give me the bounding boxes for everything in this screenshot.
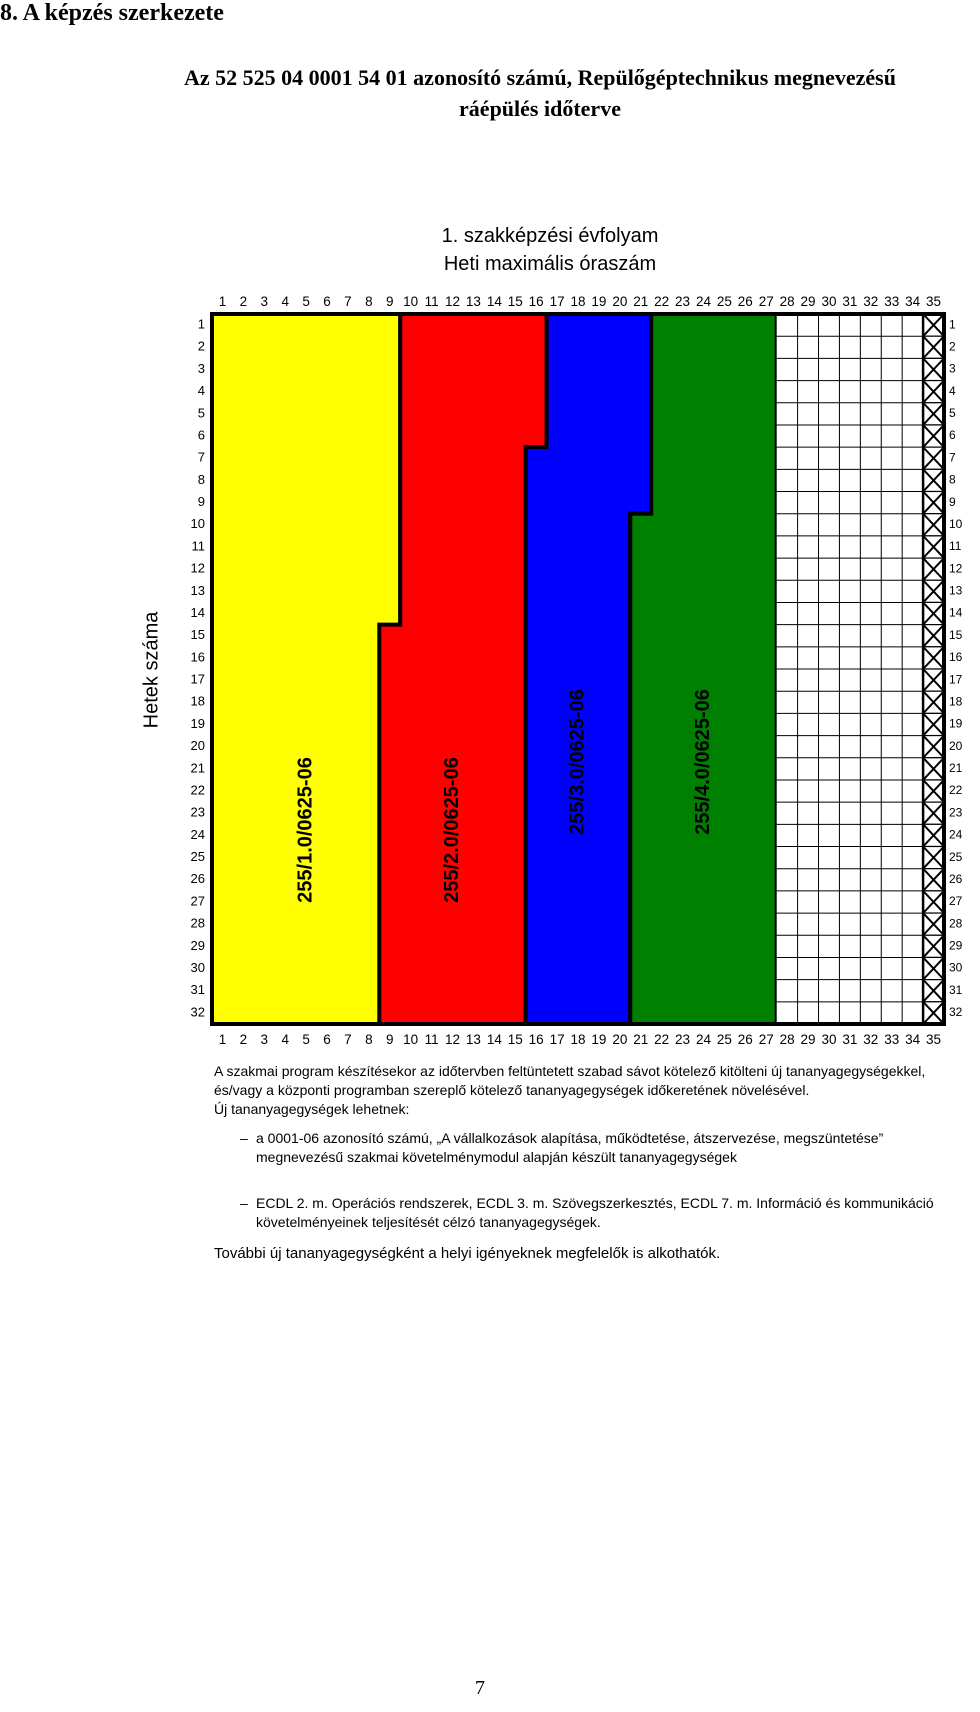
week-tick-label: 3 [197,360,205,376]
week-tick-label: 8 [197,471,205,487]
hour-tick-label: 32 [863,294,879,309]
document-title-line-1: Az 52 525 04 0001 54 01 azonosító számú, Repülőgéptechnikus megnevezésű [184,65,896,90]
chart-caption-line-2: Heti maximális óraszám [443,253,657,275]
week-tick-label: 25 [949,849,963,864]
block-label: 255/1.0/0625-06 [294,757,317,903]
hour-tick-label: 19 [591,1032,607,1047]
hour-tick-label: 33 [884,294,900,309]
week-tick-label: 30 [190,959,205,975]
dash-bullet: – [240,1130,248,1146]
week-tick-label: 28 [949,916,963,931]
hour-tick-label: 26 [737,1032,753,1047]
hour-tick-label: 28 [779,294,795,309]
week-tick-label: 27 [190,893,205,909]
week-tick-label: 9 [949,494,956,509]
week-tick-label: 3 [949,361,956,376]
hour-tick-label: 13 [465,1032,481,1047]
chart-caption-line-1: 1. szakképzési évfolyam [441,225,659,247]
week-tick-label: 15 [190,627,205,643]
week-tick-label: 23 [190,804,205,820]
hour-tick-label: 29 [800,1032,816,1047]
hour-tick-label: 29 [800,294,816,309]
hour-tick-label: 7 [344,294,352,309]
notes-section [214,1062,934,1263]
week-tick-label: 24 [190,826,205,842]
hour-tick-label: 14 [486,1032,502,1047]
week-tick-label: 7 [949,450,956,465]
hour-tick-label: 6 [323,1032,331,1047]
hour-tick-label: 22 [654,1032,670,1047]
hour-tick-label: 25 [716,294,732,309]
hour-tick-label: 27 [758,294,774,309]
week-tick-label: 31 [190,982,205,998]
week-tick-label: 5 [197,405,205,421]
week-tick-label: 4 [949,383,956,398]
hour-tick-label: 33 [884,1032,900,1047]
block-region [212,314,400,1024]
week-tick-label: 1 [197,316,205,332]
page-number: 7 [475,1677,485,1699]
hour-tick-label: 17 [549,294,565,309]
hour-tick-label: 21 [633,294,649,309]
hour-tick-label: 8 [365,294,373,309]
hour-tick-label: 20 [612,1032,628,1047]
week-tick-label: 24 [949,827,963,842]
notes-list-title: Új tananyagegységek lehetnek: [214,1101,410,1117]
hour-tick-label: 16 [528,294,544,309]
block-label: 255/3.0/0625-06 [566,689,589,835]
week-tick-label: 11 [949,539,962,554]
hour-tick-label: 10 [403,294,419,309]
hour-tick-label: 24 [695,294,712,309]
hour-tick-label: 26 [737,294,753,309]
hour-tick-label: 9 [386,1032,394,1047]
hour-tick-label: 34 [905,1032,921,1047]
hour-tick-label: 3 [260,294,269,309]
week-tick-label: 1 [949,317,956,332]
hour-tick-label: 15 [507,1032,523,1047]
hour-tick-label: 17 [549,1032,565,1047]
week-tick-label: 10 [190,516,205,532]
hour-tick-label: 32 [863,1032,879,1047]
week-tick-label: 2 [949,339,956,354]
week-tick-label: 32 [190,1004,205,1020]
week-tick-label: 30 [949,960,963,975]
week-tick-label: 12 [190,560,205,576]
week-tick-label: 7 [197,449,205,465]
hour-tick-label: 35 [926,1032,942,1047]
week-tick-label: 27 [949,894,963,909]
hour-tick-label: 34 [905,294,921,309]
week-tick-label: 16 [949,650,963,665]
week-tick-label: 29 [949,938,963,953]
week-tick-label: 17 [190,671,205,687]
week-tick-label: 10 [949,516,963,531]
week-tick-label: 14 [190,604,205,620]
week-tick-label: 2 [197,338,205,354]
hour-tick-label: 23 [675,294,691,309]
hour-tick-label: 4 [281,294,289,309]
hour-tick-label: 10 [403,1032,419,1047]
notes-list [214,1129,934,1232]
hour-tick-label: 8 [365,1032,373,1047]
notes-intro: A szakmai program készítésekor az időtervben feltüntetett szabad sávot kötelező kitölteni új tananyagegységekkel, és/vagy a központi programban szereplő kötelező tananyagegységek időkeretének növelésével. [214,1063,926,1098]
hour-tick-label: 7 [344,1032,352,1047]
week-tick-label: 25 [190,849,205,865]
hour-tick-label: 2 [239,294,248,309]
list-item [214,1194,934,1232]
week-tick-label: 19 [949,716,963,731]
week-tick-label: 31 [949,982,963,997]
week-tick-label: 28 [190,915,205,931]
week-tick-label: 26 [949,871,963,886]
hour-tick-label: 18 [570,1032,586,1047]
hour-tick-label: 30 [821,1032,837,1047]
week-tick-label: 20 [949,738,963,753]
hour-tick-label: 20 [612,294,628,309]
y-axis-label: Hetek száma [140,611,163,729]
hour-tick-label: 11 [424,1032,439,1047]
hour-tick-label: 2 [239,1032,248,1047]
week-tick-label: 6 [197,427,205,443]
hour-tick-label: 35 [926,294,942,309]
week-tick-label: 9 [197,494,205,510]
hour-tick-label: 18 [570,294,586,309]
hour-tick-label: 21 [633,1032,649,1047]
week-tick-label: 19 [190,715,205,731]
week-tick-label: 13 [190,582,205,598]
hour-tick-label: 31 [842,1032,858,1047]
block-region [379,314,546,1024]
hour-tick-label: 19 [591,294,607,309]
week-tick-label: 14 [949,605,963,620]
hour-tick-label: 15 [507,294,523,309]
hour-tick-label: 3 [260,1032,269,1047]
hour-tick-label: 14 [486,294,502,309]
week-tick-label: 22 [190,782,205,798]
hour-tick-label: 12 [444,1032,461,1047]
document-title-line-2: ráépülés időterve [459,96,621,121]
hour-tick-label: 23 [675,1032,691,1047]
hour-tick-label: 16 [528,1032,544,1047]
hour-tick-label: 27 [758,1032,774,1047]
hour-tick-label: 30 [821,294,837,309]
dash-bullet: – [240,1195,248,1211]
hour-tick-label: 11 [424,294,439,309]
hour-tick-label: 25 [716,1032,732,1047]
week-tick-label: 11 [191,538,205,554]
hour-tick-label: 24 [695,1032,712,1047]
week-tick-label: 13 [949,583,963,598]
week-tick-label: 26 [190,871,205,887]
hour-tick-label: 5 [302,294,310,309]
hour-tick-label: 4 [281,1032,289,1047]
notes-closing: További új tananyagegységként a helyi igényeknek megfelelők is alkothatók. [214,1245,721,1262]
week-tick-label: 4 [197,383,205,399]
section-heading: 8. A képzés szerkezete [0,0,224,26]
week-tick-label: 22 [949,783,963,798]
week-tick-label: 6 [949,428,956,443]
block-label: 255/2.0/0625-06 [440,757,463,903]
week-tick-label: 18 [190,693,205,709]
week-tick-label: 12 [949,561,963,576]
week-tick-label: 32 [949,1005,963,1020]
hour-tick-label: 28 [779,1032,795,1047]
week-tick-label: 23 [949,805,963,820]
hour-tick-label: 1 [218,294,227,309]
week-tick-label: 18 [949,694,963,709]
hour-tick-label: 31 [842,294,858,309]
hour-tick-label: 1 [218,1032,227,1047]
block-label: 255/4.0/0625-06 [691,689,714,835]
list-item [214,1129,934,1167]
hour-tick-label: 5 [302,1032,310,1047]
hour-tick-label: 13 [465,294,481,309]
week-tick-label: 20 [190,738,205,754]
list-item-text: ECDL 2. m. Operációs rendszerek, ECDL 3. m. Szövegszerkesztés, ECDL 7. m. Információ és kommunikáció követelményeinek teljesítését célzó tananyagegységek. [256,1195,934,1230]
week-tick-label: 21 [949,761,963,776]
week-tick-label: 17 [949,672,963,687]
hour-tick-label: 22 [654,294,670,309]
hour-tick-label: 12 [444,294,461,309]
week-tick-label: 8 [949,472,956,487]
block-region [630,314,776,1024]
week-tick-label: 16 [190,649,205,665]
week-tick-label: 15 [949,627,963,642]
week-tick-label: 29 [190,937,205,953]
hour-tick-label: 6 [323,294,331,309]
list-item-text: a 0001-06 azonosító számú, „A vállalkozások alapítása, működtetése, átszervezése, megszüntetése” megnevezésű szakmai követelménymodul alapján készült tananyagegységek [256,1130,884,1165]
week-tick-label: 5 [949,406,956,421]
week-tick-label: 21 [190,760,205,776]
hour-tick-label: 9 [386,294,394,309]
